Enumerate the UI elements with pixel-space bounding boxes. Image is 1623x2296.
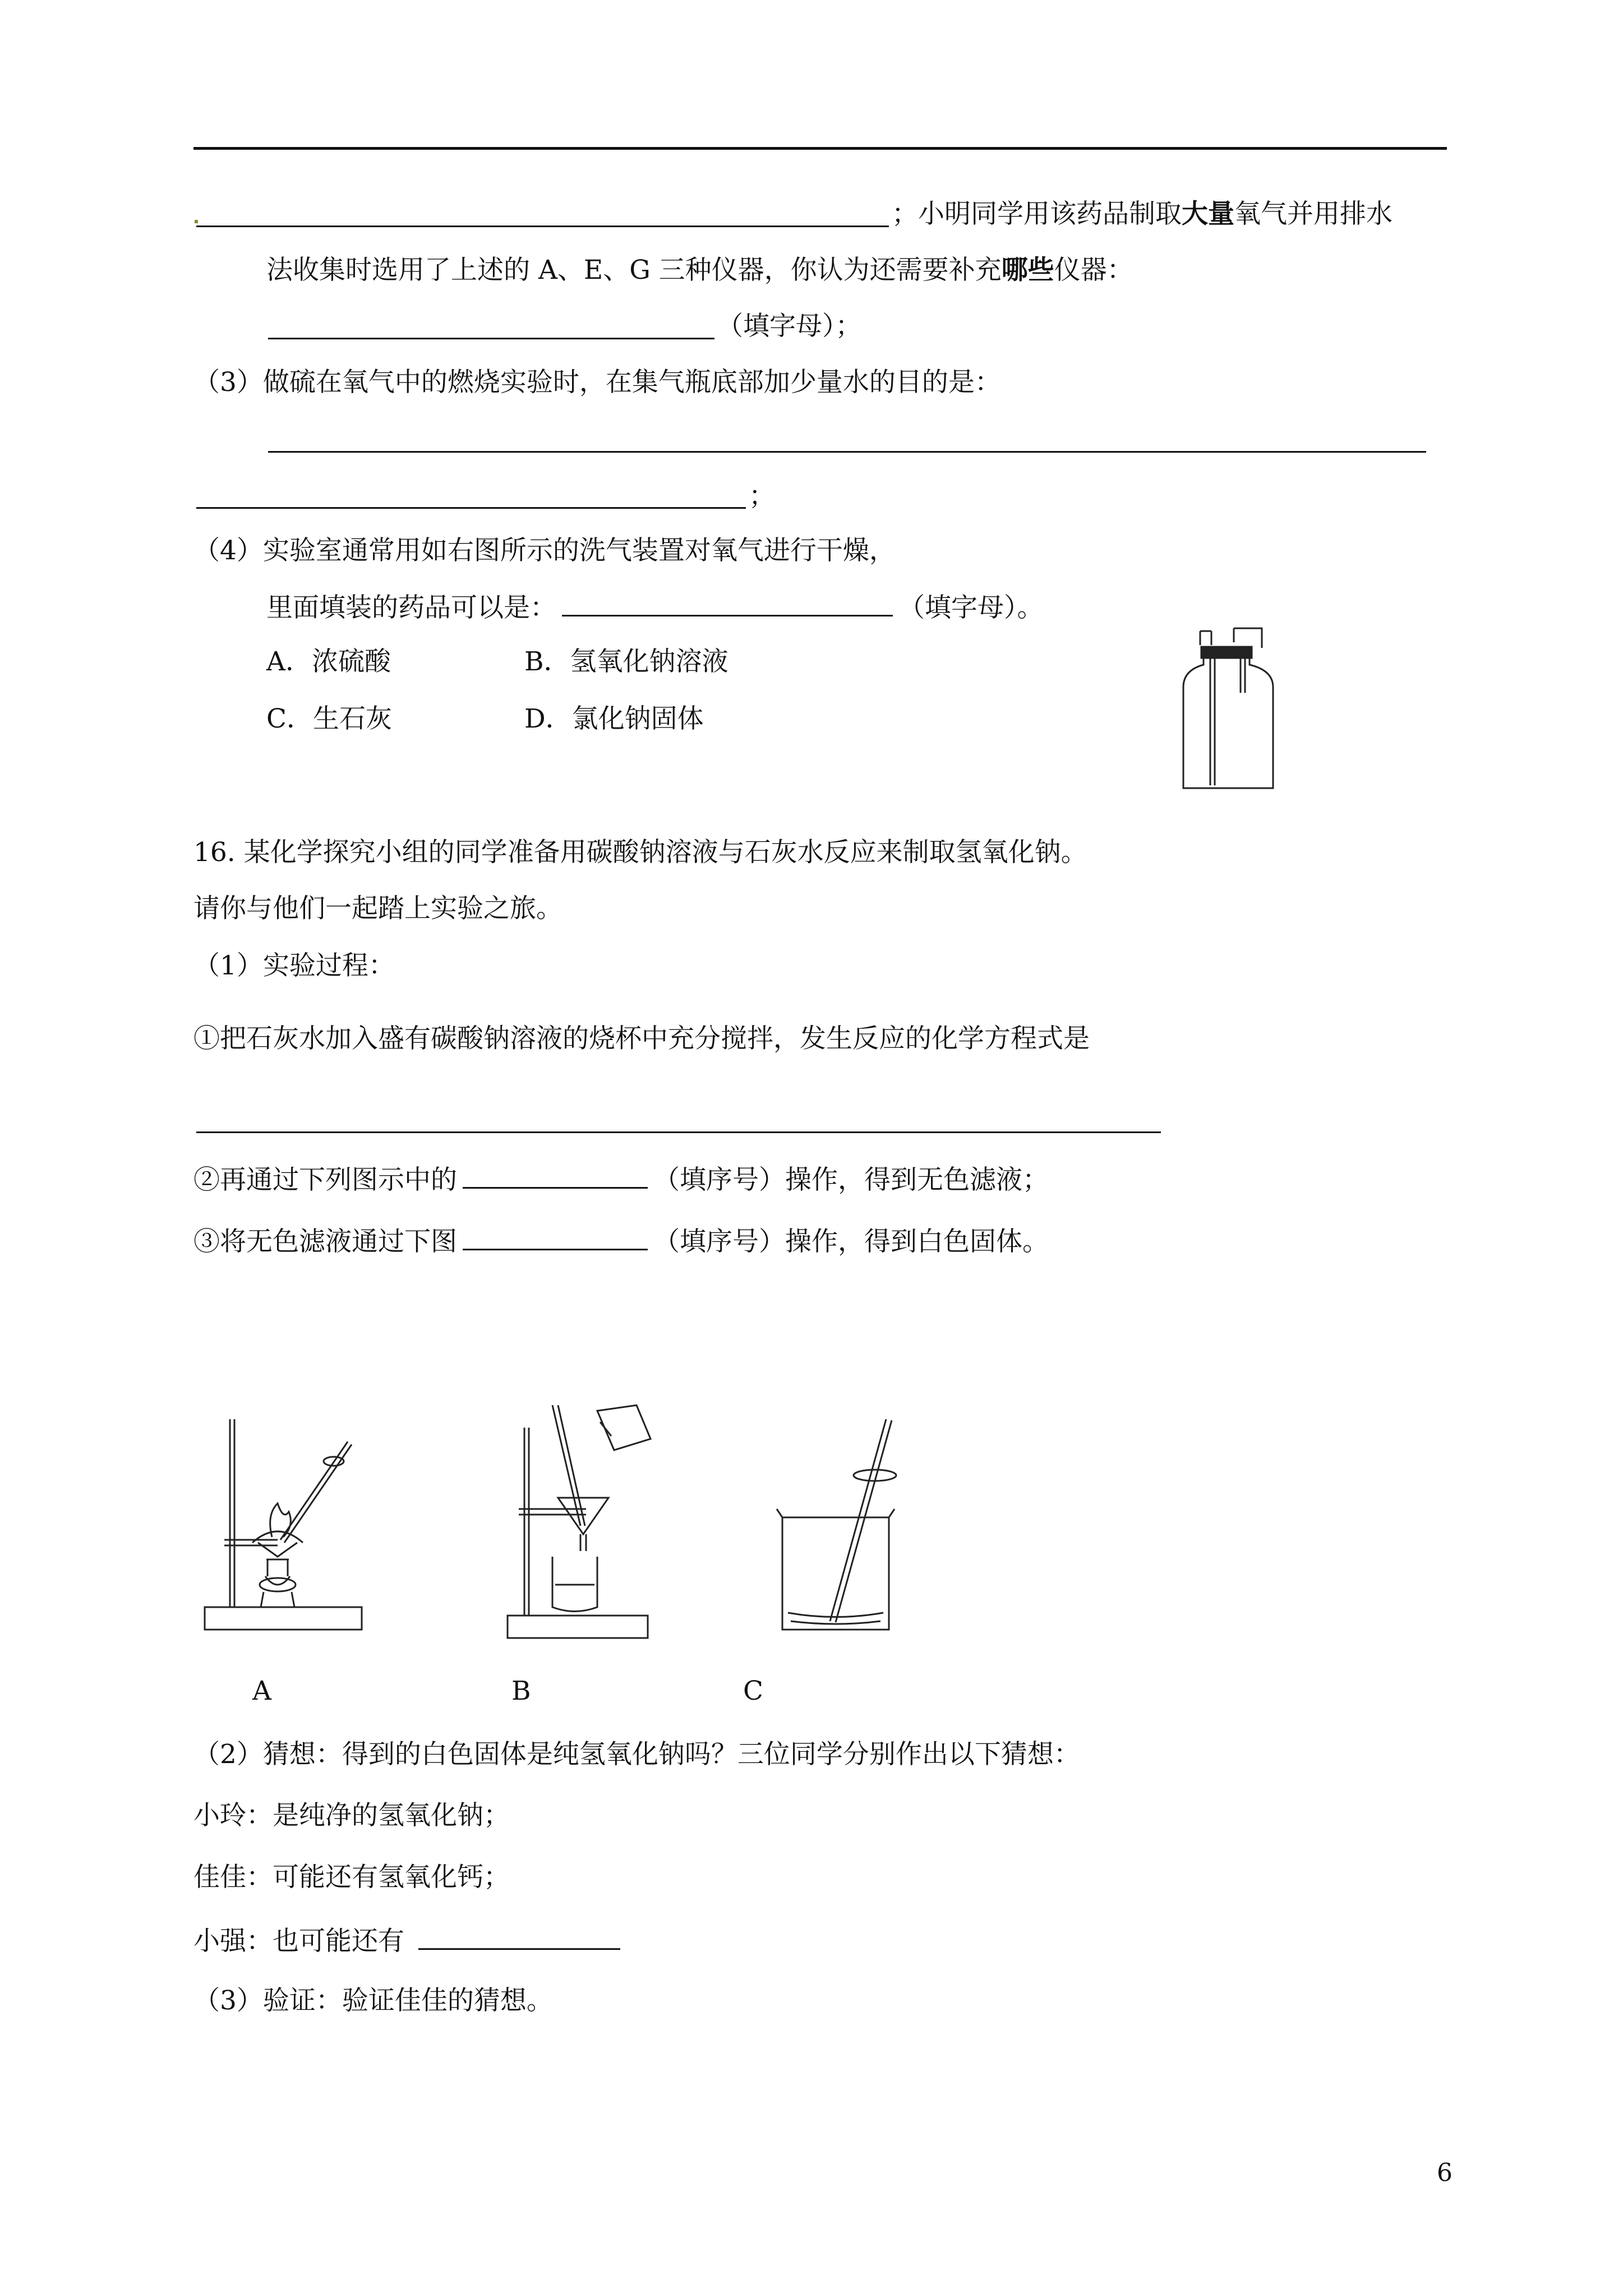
figure-b-label: B [511, 1676, 531, 1706]
q15-part4: （4）实验室通常用如右图所示的洗气装置对氧气进行干燥， [193, 535, 896, 566]
option-a: A．浓硫酸 [266, 646, 391, 677]
q16-step3-text2: （填序号）操作，得到白色固体。 [653, 1226, 1049, 1257]
answer-blank-3a[interactable] [268, 451, 1426, 453]
q15-line3: （填字母）； [717, 311, 862, 342]
option-b: B．氢氧化钠溶液 [524, 646, 728, 677]
answer-blank-3b[interactable] [196, 507, 746, 509]
option-c: C．生石灰 [266, 703, 392, 734]
q15-line1-text2: 氧气并用排水 [1234, 199, 1393, 229]
answer-blank-1[interactable] [196, 226, 889, 227]
answer-blank-guess[interactable] [418, 1922, 620, 1950]
q16-title: 16. 某化学探究小组的同学准备用碳酸钠溶液与石灰水反应来制取氢氧化钠。 [193, 837, 1087, 868]
answer-blank-step3[interactable] [463, 1223, 648, 1250]
guess-jiajia: 佳佳：可能还有氢氧化钙； [193, 1862, 510, 1893]
page-number: 6 [1437, 2159, 1453, 2187]
q16-section1: （1）实验过程： [193, 950, 395, 981]
q16-step3 [193, 1223, 1049, 1259]
q16-step2-text2: （填序号）操作，得到无色滤液； [653, 1165, 1049, 1195]
figure-a-label: A [252, 1676, 271, 1706]
answer-blank-4[interactable] [562, 589, 893, 616]
answer-blank-2[interactable] [268, 338, 714, 339]
figure-b-filtration [502, 1400, 670, 1646]
equation-blank[interactable] [196, 1131, 1161, 1133]
q15-part3-end: ； [749, 481, 775, 512]
q15-part4b-text2: （填字母）。 [898, 592, 1044, 623]
stray-mark [195, 220, 198, 223]
q15-part4b-text: 里面填装的药品可以是： [266, 592, 556, 623]
guess-xiaoqiang-text: 小强：也可能还有 [193, 1926, 404, 1957]
figure-a-evaporation [199, 1414, 367, 1644]
q16-step2-text: ②再通过下列图示中的 [193, 1165, 457, 1195]
q15-line2 [266, 254, 1133, 287]
q16-step1: ①把石灰水加入盛有碳酸钠溶液的烧杯中充分搅拌，发生反应的化学方程式是 [193, 1023, 1090, 1054]
q15-line2-text2: 仪器： [1054, 255, 1133, 286]
guess-xiaoqiang [193, 1922, 620, 1958]
q15-bold-naxie: 哪些 [1001, 255, 1054, 286]
q15-line1-text: ；小明同学用该药品制取 [892, 199, 1182, 229]
q16-section3: （3）验证：验证佳佳的猜想。 [193, 1985, 553, 2016]
guess-xiaoling: 小玲：是纯净的氢氧化钠； [193, 1800, 510, 1831]
q15-part3: （3）做硫在氧气中的燃烧实验时，在集气瓶底部加少量水的目的是： [193, 367, 1001, 398]
q15-line1 [892, 197, 1393, 231]
q16-intro: 请你与他们一起踏上实验之旅。 [193, 893, 562, 924]
figure-c-label: C [743, 1676, 763, 1706]
q16-section2: （2）猜想：得到的白色固体是纯氢氧化钠吗？三位同学分别作出以下猜想： [193, 1739, 1080, 1770]
answer-blank-step2[interactable] [463, 1161, 648, 1189]
figure-c-dissolving [766, 1414, 911, 1644]
q16-step2 [193, 1161, 1049, 1197]
q15-bold-daliang: 大量 [1182, 199, 1234, 229]
q15-line2-text: 法收集时选用了上述的 A、E、G 三种仪器，你认为还需要补充 [266, 255, 1002, 286]
header-rule [193, 147, 1447, 150]
q15-part4b [266, 589, 1044, 625]
option-d: D．氯化钠固体 [524, 703, 704, 734]
gas-washing-bottle-figure [1178, 625, 1279, 794]
q16-step3-text: ③将无色滤液通过下图 [193, 1226, 457, 1257]
